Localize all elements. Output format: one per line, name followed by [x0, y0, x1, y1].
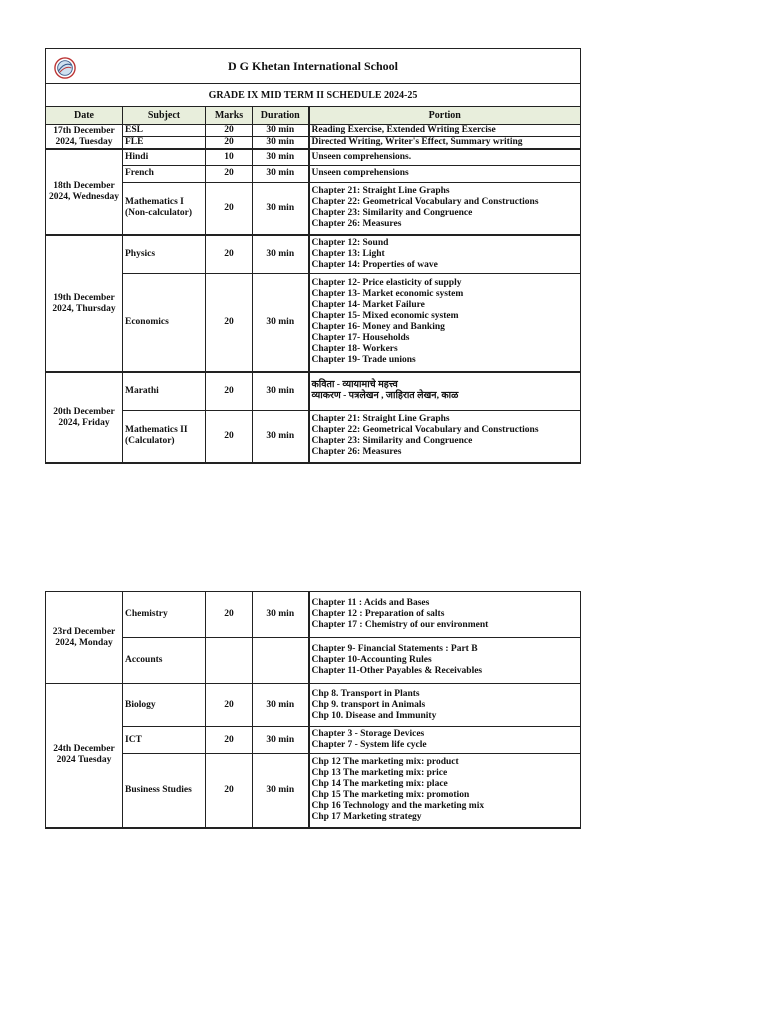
exam-portion [309, 235, 581, 273]
portion-line: कविता - व्यायामाचे महत्त्व [311, 380, 398, 391]
portion-line: Chapter 17- Households [311, 333, 410, 344]
exam-portion [309, 182, 581, 235]
exam-duration: 30 min [253, 592, 309, 638]
portion-line: Chp 15 The marketing mix: promotion [311, 790, 470, 801]
portion-line: Chp 8. Transport in Plants [311, 688, 420, 699]
table-row [46, 727, 581, 754]
portion-line: Chp 9. transport in Animals [311, 699, 426, 710]
exam-duration: 30 min [253, 273, 309, 372]
exam-marks: 20 [206, 372, 253, 410]
portion-line: Chapter 18- Workers [311, 344, 398, 355]
exam-duration: 30 min [253, 125, 309, 137]
exam-portion [309, 372, 581, 410]
exam-marks: 20 [206, 125, 253, 137]
exam-marks: 20 [206, 592, 253, 638]
exam-subject: ICT [123, 727, 206, 754]
table-row [46, 638, 581, 684]
exam-duration: 30 min [253, 149, 309, 165]
portion-line: Chapter 22: Geometrical Vocabulary and Constructions [311, 197, 539, 208]
portion-line: Chapter 9- Financial Statements : Part B [311, 644, 478, 654]
portion-line: Unseen comprehensions [311, 168, 409, 178]
portion-line: Chp 13 The marketing mix: price [311, 768, 448, 779]
portion-line: Chapter 21: Straight Line Graphs [311, 186, 450, 197]
portion-line: Chapter 15- Mixed economic system [311, 311, 459, 322]
exam-subject: Business Studies [123, 754, 206, 828]
exam-portion [309, 149, 581, 165]
exam-subject: Hindi [123, 149, 206, 165]
portion-line: Chapter 13: Light [311, 248, 385, 259]
exam-marks: 10 [206, 149, 253, 165]
table-row [46, 149, 581, 165]
portion-line: Chp 12 The marketing mix: product [311, 757, 459, 768]
exam-subject: Accounts [123, 638, 206, 684]
exam-date: 17th December 2024, Tuesday [46, 125, 123, 150]
exam-subject: Chemistry [123, 592, 206, 638]
schedule-title: GRADE IX MID TERM II SCHEDULE 2024-25 [46, 84, 581, 107]
exam-subject: Mathematics I (Non-calculator) [123, 182, 206, 235]
exam-subject: FLE [123, 137, 206, 150]
portion-line: Chapter 12- Price elasticity of supply [311, 278, 462, 289]
exam-marks: 20 [206, 754, 253, 828]
schedule-table-2 [45, 591, 581, 829]
table-row [46, 372, 581, 410]
exam-marks: 20 [206, 182, 253, 235]
exam-portion [309, 125, 581, 137]
exam-duration: 30 min [253, 182, 309, 235]
exam-portion [309, 684, 581, 727]
table-row [46, 165, 581, 182]
portion-line: Reading Exercise, Extended Writing Exercise [311, 125, 496, 135]
exam-marks: 20 [206, 273, 253, 372]
exam-subject: Biology [123, 684, 206, 727]
portion-line: Chapter 17 : Chemistry of our environment [311, 620, 489, 630]
exam-marks: 20 [206, 165, 253, 182]
exam-duration: 30 min [253, 410, 309, 463]
exam-marks: 20 [206, 727, 253, 754]
table-row [46, 410, 581, 463]
table-row [46, 684, 581, 727]
exam-marks: 20 [206, 137, 253, 150]
school-crest-icon [54, 57, 76, 79]
exam-date: 24th December 2024 Tuesday [46, 684, 123, 828]
exam-date: 18th December 2024, Wednesday [46, 149, 123, 235]
portion-line: Chapter 11-Other Payables & Receivables [311, 666, 483, 676]
exam-subject: Mathematics II (Calculator) [123, 410, 206, 463]
exam-date: 19th December 2024, Thursday [46, 235, 123, 372]
portion-line: Chapter 23: Similarity and Congruence [311, 208, 473, 219]
portion-line: व्याकरण - पत्रलेखन , जाहिरात लेखन, काळ [311, 391, 459, 402]
header-marks: Marks [206, 107, 253, 125]
exam-portion [309, 137, 581, 150]
portion-line: Unseen comprehensions. [311, 151, 412, 162]
exam-duration: 30 min [253, 727, 309, 754]
exam-subject: Physics [123, 235, 206, 273]
exam-marks: 20 [206, 235, 253, 273]
exam-duration: 30 min [253, 137, 309, 150]
exam-date: 23rd December 2024, Monday [46, 592, 123, 684]
exam-subject: ESL [123, 125, 206, 137]
table-row [46, 235, 581, 273]
portion-line: Chapter 14- Market Failure [311, 300, 425, 311]
portion-line: Chp 14 The marketing mix: place [311, 779, 448, 790]
table-row [46, 137, 581, 150]
exam-duration: 30 min [253, 754, 309, 828]
exam-portion [309, 410, 581, 463]
portion-line: Chapter 23: Similarity and Congruence [311, 436, 473, 447]
exam-duration: 30 min [253, 165, 309, 182]
exam-date: 20th December 2024, Friday [46, 372, 123, 463]
portion-line: Chapter 14: Properties of wave [311, 259, 438, 270]
header-duration: Duration [253, 107, 309, 125]
exam-marks: 20 [206, 410, 253, 463]
exam-marks: 20 [206, 684, 253, 727]
portion-line: Chapter 3 - Storage Devices [311, 729, 425, 739]
exam-portion [309, 592, 581, 638]
portion-line: Chp 16 Technology and the marketing mix [311, 801, 485, 812]
exam-portion [309, 754, 581, 828]
portion-line: Directed Writing, Writer's Effect, Summary writing [311, 137, 523, 147]
exam-duration: 30 min [253, 372, 309, 410]
exam-portion [309, 165, 581, 182]
exam-portion [309, 638, 581, 684]
table-row [46, 754, 581, 828]
exam-subject: French [123, 165, 206, 182]
portion-line: Chapter 7 - System life cycle [311, 740, 427, 750]
portion-line: Chapter 21: Straight Line Graphs [311, 414, 450, 425]
portion-line: Chp 17 Marketing strategy [311, 812, 422, 823]
exam-portion [309, 273, 581, 372]
schedule-table-1 [45, 48, 581, 464]
table-row [46, 125, 581, 137]
portion-line: Chp 10. Disease and Immunity [311, 710, 437, 721]
portion-line: Chapter 10-Accounting Rules [311, 655, 432, 665]
portion-line: Chapter 26: Measures [311, 219, 402, 230]
exam-portion [309, 727, 581, 754]
school-header [46, 49, 581, 84]
header-date: Date [46, 107, 123, 125]
portion-line: Chapter 16- Money and Banking [311, 322, 445, 333]
exam-subject: Economics [123, 273, 206, 372]
portion-line: Chapter 22: Geometrical Vocabulary and Constructions [311, 425, 539, 436]
table-row [46, 592, 581, 638]
portion-line: Chapter 12: Sound [311, 237, 389, 248]
exam-duration: 30 min [253, 684, 309, 727]
table-row [46, 182, 581, 235]
portion-line: Chapter 13- Market economic system [311, 289, 464, 300]
portion-line: Chapter 12 : Preparation of salts [311, 609, 445, 619]
header-subject: Subject [123, 107, 206, 125]
portion-line: Chapter 19- Trade unions [311, 355, 416, 366]
portion-line: Chapter 11 : Acids and Bases [311, 598, 430, 608]
exam-duration [253, 638, 309, 684]
school-name: D G Khetan International School [228, 58, 399, 73]
exam-subject: Marathi [123, 372, 206, 410]
table-row [46, 273, 581, 372]
portion-line: Chapter 26: Measures [311, 447, 402, 458]
exam-duration: 30 min [253, 235, 309, 273]
exam-marks [206, 638, 253, 684]
header-portion: Portion [309, 107, 581, 125]
